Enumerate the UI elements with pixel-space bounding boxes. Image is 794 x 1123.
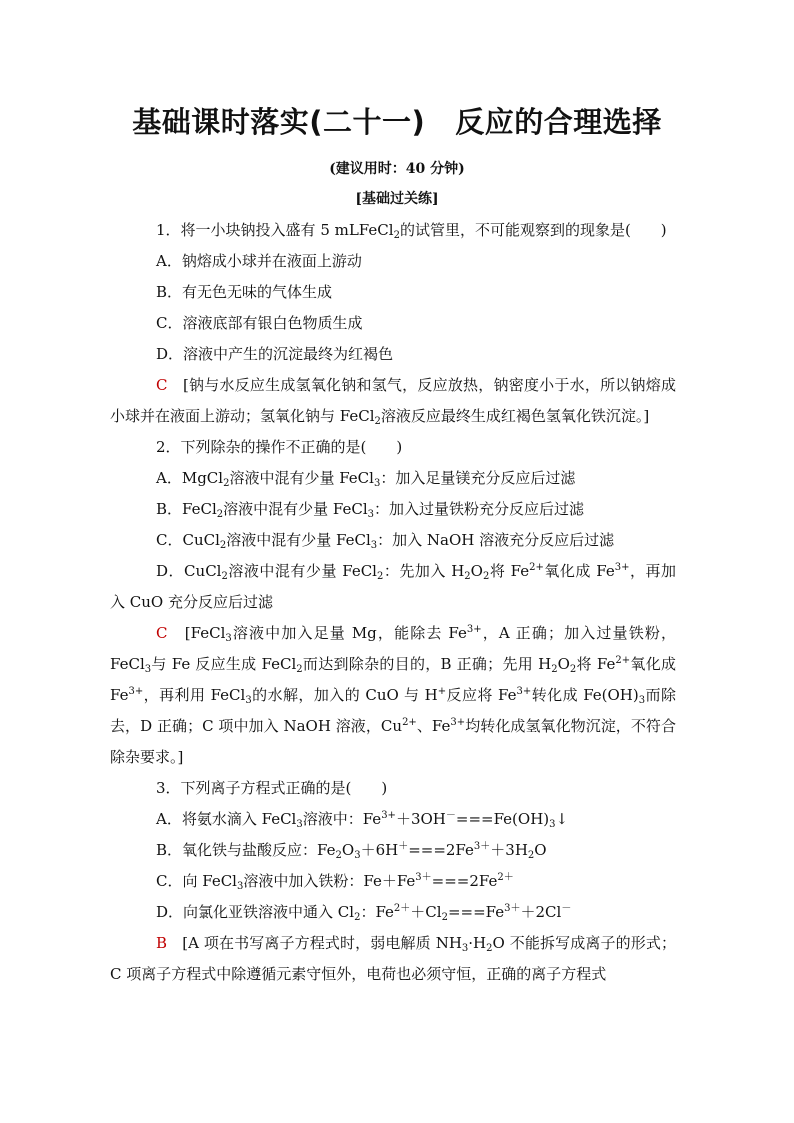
q3-option-c: C．向 FeCl$_3$溶液中加入铁粉：$Fe+Fe^{3+}===2Fe^{2+}$ [156,872,514,892]
q3-option-a: A．将氨水滴入 FeCl$_3$溶液中：$Fe^{3+}+3OH^-===Fe(OH)_3↓$ [156,810,569,830]
q2-explanation: C [FeCl$_3$溶液中加入足量 Mg，能除去 $Fe^{3+}$，A 正确；加入过量铁粉，FeCl$_3$与 Fe 反应生成 FeCl$_2$而达到除杂的目的，B 正确；先用 $H_2O_2$将 $Fe^{2+}$氧化成 $Fe^{3+}$，再利用 FeCl$_3$的水解，加入的 CuO 与 H+反应将 $Fe^{3+}$转化成 $Fe(OH)_3$而除去，D 正确；C 项中加入 NaOH 溶液，$Cu^{2+}$、$Fe^{3+}$均转化成氢氧化物沉淀，不符合除杂要求。] [110,624,676,766]
q3-explanation: B [A 项在书写离子方程式时，弱电解质 $NH_3\cdot H_2O$ 不能拆写成离子的形式；C 项离子方程式中除遵循元素守恒外，电荷也必须守恒，正确的离子方程式 [110,934,676,983]
q2-option-a: A．MgCl$_2$溶液中混有少量 FeCl$_3$：加入足量镁充分反应后过滤 [156,469,576,489]
q3-stem: 3．下列离子方程式正确的是( ) [156,779,388,797]
q2-option-d: D．CuCl$_2$溶液中混有少量 FeCl$_2$：先加入 $H_2O_2$将 $Fe^{2+}$氧化成 $Fe^{3+}$，再加入 CuO 充分反应后过滤 [110,562,676,611]
title-main: 基础课时落实(二十一) [132,105,426,139]
q1-answer: C [156,376,168,394]
q2-option-c: C．CuCl$_2$溶液中混有少量 FeCl$_3$：加入 NaOH 溶液充分反应后过滤 [156,531,615,551]
q2-answer: C [156,624,168,642]
q2-option-b: B．FeCl$_2$溶液中混有少量 FeCl$_3$：加入过量铁粉充分反应后过滤 [156,500,585,520]
q1-option-b: B．有无色无味的气体生成 [156,283,333,301]
q2-stem: 2．下列除杂的操作不正确的是( ) [156,438,403,456]
q1-explanation: C [钠与水反应生成氢氧化钠和氢气，反应放热，钠密度小于水，所以钠熔成小球并在液面上游动；氢氧化钠与 FeCl$_2$溶液反应最终生成红褐色氢氧化铁沉淀。] [110,376,676,427]
q1-option-c: C．溶液底部有银白色物质生成 [156,314,363,332]
q1-stem: 1．将一小块钠投入盛有 5 mLFeCl$_2$的试管里，不可能观察到的现象是( ) [156,221,667,241]
q3-option-d: D．向氯化亚铁溶液中通入 $Cl_2$：$Fe^{2+}+Cl_2===Fe^{3+}+2Cl^-$ [156,903,572,923]
q3-answer: B [156,934,168,952]
q1-option-d: D．溶液中产生的沉淀最终为红褐色 [156,345,394,363]
q1-option-a: A．钠熔成小球并在液面上游动 [156,252,362,270]
title-topic: 反应的合理选择 [455,105,662,139]
suggested-time: (建议用时：40 分钟) [329,161,465,177]
q3-option-b: B．氧化铁与盐酸反应：$Fe_2O_3+6H^+===2Fe^{3+}+3H_2O$ [156,841,547,861]
precipitate-arrow: ↓ [555,810,569,828]
document-body [110,215,676,990]
page-title [0,100,794,141]
section-heading: [基础过关练] [355,191,439,207]
